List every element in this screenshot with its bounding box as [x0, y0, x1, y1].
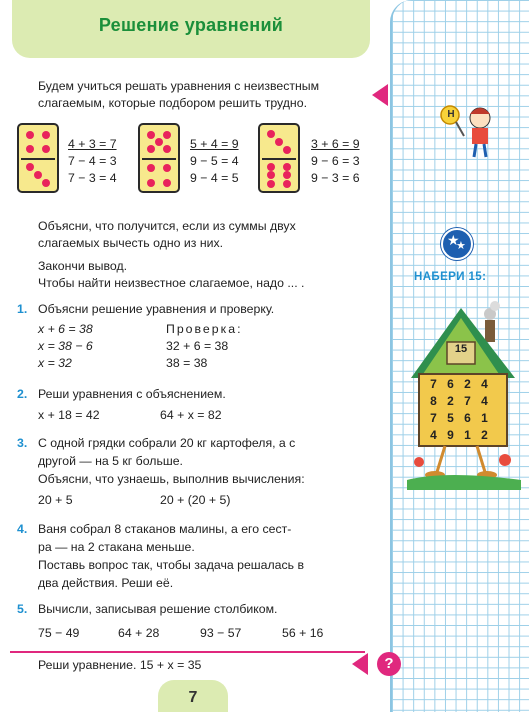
grid-cell: 7 — [464, 394, 471, 408]
task-5-expr-3: 93 − 57 — [200, 626, 242, 640]
task-4-number: 4. — [17, 522, 28, 536]
bottom-pointer-icon — [352, 653, 368, 675]
domino-2-equations: 5 + 4 = 9 9 − 5 = 4 9 − 4 = 5 — [190, 137, 239, 185]
grid-cell: 2 — [481, 428, 488, 442]
task-3-line-2: другой — на 5 кг больше. — [38, 454, 183, 468]
grid-cell: 6 — [447, 377, 454, 391]
task-5-expr-1: 75 − 49 — [38, 626, 80, 640]
explain-text: Объясни, что получится, если из суммы двух слагаемых вычесть одно из них. — [38, 219, 296, 250]
grid-cell: 1 — [464, 428, 471, 442]
task-3-number: 3. — [17, 436, 28, 450]
task-2-eq1: x + 18 = 42 — [38, 408, 100, 422]
grid-cell: 7 — [430, 377, 437, 391]
question-mark-icon: ? — [377, 652, 401, 676]
page-title: Решение уравнений — [98, 15, 284, 35]
pointer-marker-icon — [372, 84, 388, 106]
domino-1-equations: 4 + 3 = 7 7 − 4 = 3 7 − 3 = 4 — [68, 137, 117, 185]
task-5-text: Вычисли, записывая решение столбиком. — [38, 602, 278, 616]
grid-cell: 2 — [464, 377, 471, 391]
task-1-text: Объясни решение уравнения и проверку. — [38, 302, 275, 316]
grid-cell: 4 — [430, 428, 437, 442]
task-1-solution: x + 6 = 38 x = 38 − 6 x = 32 — [38, 322, 93, 370]
task-2-number: 2. — [17, 387, 28, 401]
domino-2 — [138, 123, 180, 193]
task-4-line-3: Поставь вопрос так, чтобы задача решалась в — [38, 558, 305, 572]
title-banner — [12, 0, 370, 58]
task-5-expr-4: 56 + 16 — [282, 626, 324, 640]
task-3-expr-1: 20 + 5 — [38, 493, 73, 507]
grid-cell: 7 — [430, 411, 437, 425]
task-1-number: 1. — [17, 302, 28, 316]
conclusion-line-2: Чтобы найти неизвестное слагаемое, надо ... . — [38, 276, 305, 290]
grid-cell: 9 — [447, 428, 454, 442]
grid-cell: 6 — [464, 411, 471, 425]
conclusion-line-1: Закончи вывод. — [38, 259, 128, 273]
badge-letter: Н — [447, 109, 455, 120]
grid-cell: 4 — [481, 377, 488, 391]
grid-cell: 8 — [430, 394, 437, 408]
intro-text: Будем учиться решать уравнения с неизвестным слагаемым, которые подбором решить трудно. — [38, 79, 320, 110]
task-4-line-2: ра — на 2 стакана меньше. — [38, 540, 195, 554]
task-4-line-4: два действия. Реши её. — [38, 576, 174, 590]
task-3-line-1: С одной грядки собрали 20 кг картофеля, а с — [38, 436, 296, 450]
nabery-label: НАБЕРИ 15: — [414, 271, 487, 283]
bottom-equation: Реши уравнение. 15 + x = 35 — [38, 658, 202, 672]
domino-1 — [17, 123, 59, 193]
house-roof-number: 15 — [454, 343, 468, 355]
domino-3-equations: 3 + 6 = 9 9 − 6 = 3 9 − 3 = 6 — [311, 137, 360, 185]
page-number: 7 — [158, 680, 228, 712]
task-5-number: 5. — [17, 602, 28, 616]
separator-line — [10, 651, 365, 653]
task-2-eq2: 64 + x = 82 — [160, 408, 222, 422]
task-3-expr-2: 20 + (20 + 5) — [160, 493, 231, 507]
task-1-check: Проверка: 32 + 6 = 38 38 = 38 — [166, 322, 243, 370]
task-5-expr-2: 64 + 28 — [118, 626, 160, 640]
grid-cell: 1 — [481, 411, 488, 425]
grid-cell: 5 — [447, 411, 454, 425]
grid-cell: 2 — [447, 394, 454, 408]
task-3-line-3: Объясни, что узнаешь, выполнив вычисления: — [38, 472, 305, 486]
domino-3 — [258, 123, 300, 193]
grid-cell: 4 — [481, 394, 488, 408]
task-4-line-1: Ваня собрал 8 стаканов малины, а его сест- — [38, 522, 292, 536]
star-badge-icon: ★ ★ — [441, 228, 473, 260]
task-2-text: Реши уравнения с объяснением. — [38, 387, 226, 401]
